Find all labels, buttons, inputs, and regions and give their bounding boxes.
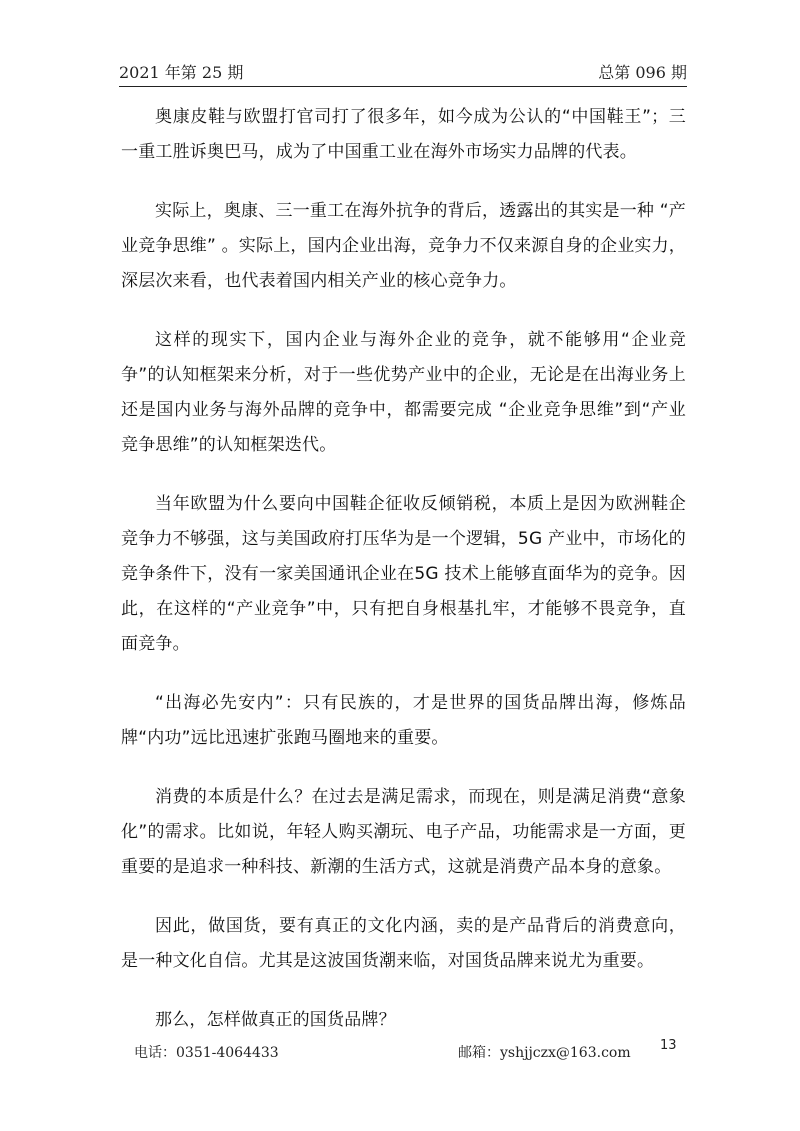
paragraph: 奥康皮鞋与欧盟打官司打了很多年，如今成为公认的“中国鞋王”；三一重工胜诉奥巴马，成为了中国重工业在海外市场实力品牌的代表。 [121,107,686,162]
issue-number: 2021 年第 25 期 [119,63,244,82]
paragraph: 当年欧盟为什么要向中国鞋企征收反倾销税，本质上是因为欧洲鞋企竞争力不够强，这与美国政府打压华为是一个逻辑，5G 产业中，市场化的竞争条件下，没有一家美国通讯企业在5G 技术上能够直面华为的竞争。因此，在这样的“产业竞争”中，只有把自身根基扎牢，才能够不畏竞争，直面竞争。 [121,494,686,654]
page-number: 13 [660,1038,677,1053]
paragraph: 消费的本质是什么？在过去是满足需求，而现在，则是满足消费“意象化”的需求。比如说，年轻人购买潮玩、电子产品，功能需求是一方面，更重要的是追求一种科技、新潮的生活方式，这就是消费产品本身的意象。 [121,787,686,877]
page-header [119,56,687,87]
page-footer [0,1038,800,1066]
paragraph: 实际上，奥康、三一重工在海外抗争的背后，透露出的其实是一种 “产业竞争思维” 。实际上，国内企业出海，竞争力不仅来源自身的企业实力，深层次来看，也代表着国内相关产业的核心竞争力。 [121,201,687,291]
total-issue-number: 总第 096 期 [598,63,687,82]
paragraph: 因此，做国货，要有真正的文化内涵，卖的是产品背后的消费意向，是一种文化自信。尤其是这波国货潮来临，对国货品牌来说尤为重要。 [121,916,686,971]
footer-phone: 电话：0351-4064433 [134,1045,279,1061]
article-body [121,100,686,1062]
paragraph: 那么，怎样做真正的国货品牌？ [155,1010,396,1030]
paragraph: 这样的现实下，国内企业与海外企业的竞争，就不能够用“企业竞争”的认知框架来分析，对于一些优势产业中的企业，无论是在出海业务上还是国内业务与海外品牌的竞争中，都需要完成 “企业竞争思维”到“产业竞争思维”的认知框架迭代。 [121,330,686,455]
footer-email: 邮箱：yshjjczx@163.com [458,1045,631,1061]
paragraph: “出海必先安内”：只有民族的，才是世界的国货品牌出海，修炼品牌“内功”远比迅速扩张跑马圈地来的重要。 [121,693,686,748]
